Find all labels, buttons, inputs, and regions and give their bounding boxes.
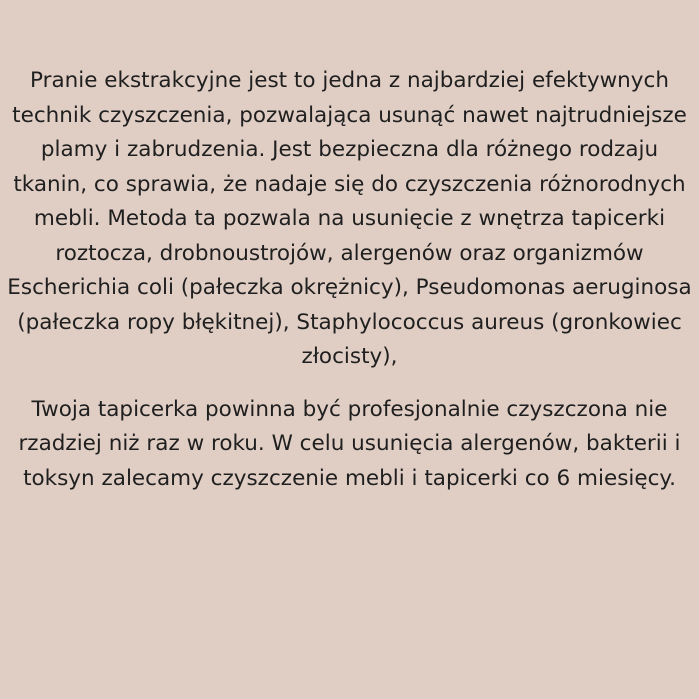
paragraph-cleaning-frequency: Twoja tapicerka powinna być profesjonalnie czyszczona nie rzadziej niż raz w roku. W celu usunięcia alergenów, bakterii i toksyn zalecamy czyszczenie mebli i tapicerki co 6 miesięcy.: [18, 396, 681, 491]
paragraph-cleaning-method: Pranie ekstrakcyjne jest to jedna z najbardziej efektywnych technik czyszczenia, pozwalająca usunąć nawet najtrudniejsze plamy i zabrudzenia. Jest bezpieczna dla różnego rodzaju tkanin, co sprawia, że nadaje się do czyszczenia różnorodnych mebli. Metoda ta pozwala na usunięcie z wnętrza tapicerki roztocza, drobnoustrojów, alergenów oraz organizmów Escherichia coli (pałeczka okrężnicy), Pseudomonas aeruginosa (pałeczka ropy błękitnej), Staphylococcus aureus (gronkowiec złocisty),: [7, 68, 692, 369]
text-block: [0, 64, 699, 496]
